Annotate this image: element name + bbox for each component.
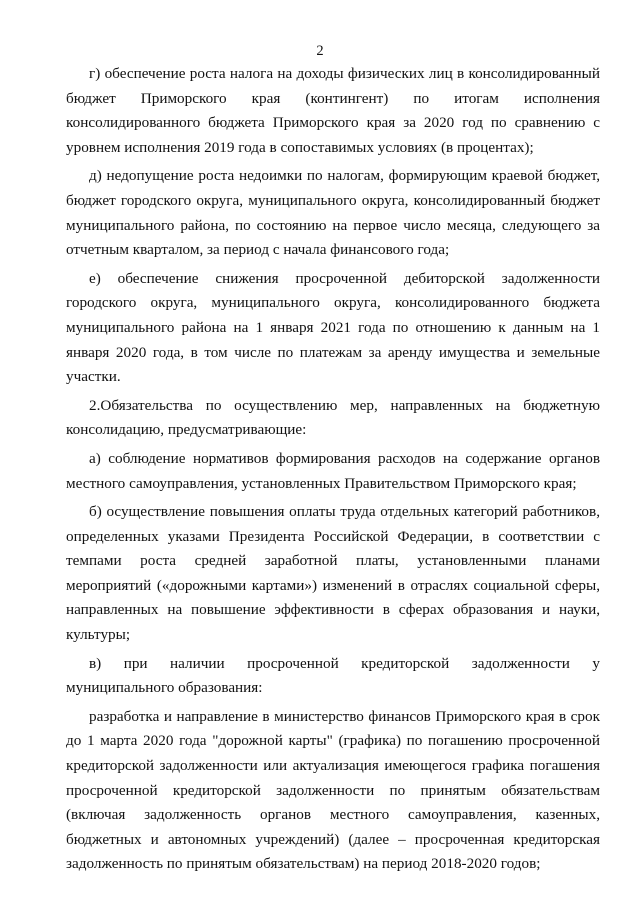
paragraph-g-income-tax: г) обеспечение роста налога на доходы физических лиц в консолидированный бюджет Приморского края (контингент) по итогам исполнения консолидированного бюджета Приморского края за 2020 год по сравнению с уровнем исполнения 2019 года в сопоставимых условиях (в процентах); [66, 65, 600, 156]
paragraph-a-standards: а) соблюдение нормативов формирования расходов на содержание органов местного самоуправления, установленных Правительством Приморского края; [66, 449, 600, 492]
paragraph-2-obligations: 2.Обязательства по осуществлению мер, направленных на бюджетную консолидацию, предусматривающие: [66, 396, 600, 439]
paragraph-e-receivables: е) обеспечение снижения просроченной дебиторской задолженности городского округа, муниципального округа, консолидированного бюджета муниципального района на 1 января 2021 года по отношению к данным на 1 января 2020 года, в том числе по платежам за аренду имущества и земельные участки. [66, 269, 600, 386]
page-number: 2 [316, 43, 324, 59]
paragraph-roadmap: разработка и направление в министерство финансов Приморского края в срок до 1 марта 2020 года "дорожной карты" (графика) по погашению просроченной кредиторской задолженности или актуализация имеющегося графика погашения просроченной кредиторской задолженности по принятым обязательствам (включая задолженность органов местного самоуправления, казенных, бюджетных и автономных учреждений) (далее – просроченная кредиторская задолженность по принятым обязательствам) на период 2018-2020 годов; [66, 707, 600, 873]
document-body [66, 62, 600, 881]
paragraph-b-wages: б) осуществление повышения оплаты труда отдельных категорий работников, определенных указами Президента Российской Федерации, в соответствии с темпами роста средней заработной платы, установленными планами мероприятий («дорожными картами») изменений в отраслях социальной сферы, направленных на повышение эффективности в сферах образования и науки, культуры; [66, 503, 600, 644]
paragraph-v-payables: в) при наличии просроченной кредиторской задолженности у муниципального образования: [66, 654, 600, 697]
paragraph-d-arrears: д) недопущение роста недоимки по налогам, формирующим краевой бюджет, бюджет городского округа, муниципального округа, консолидированный бюджет муниципального района, по состоянию на первое число месяца, следующего за отчетным кварталом, за период с начала финансового года; [66, 167, 600, 259]
